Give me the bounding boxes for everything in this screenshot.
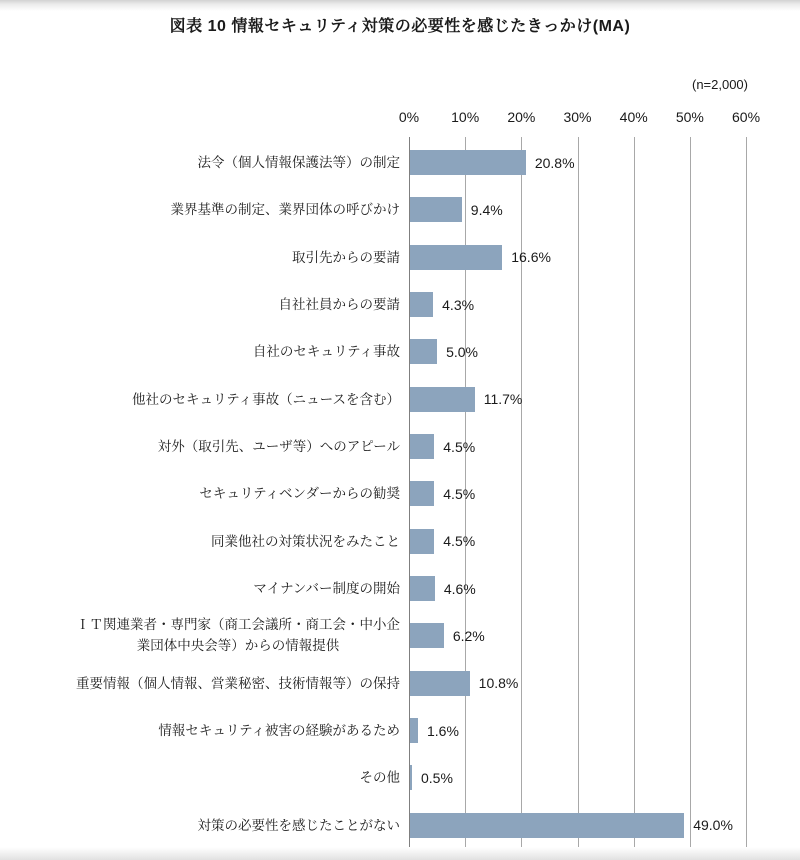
x-axis-tick-label: 20% <box>507 109 536 125</box>
bar-value-label: 4.5% <box>443 438 476 455</box>
bar-row <box>0 518 800 565</box>
bar-row <box>0 754 800 801</box>
category-label: 取引先からの要請 <box>292 249 400 265</box>
category-label: 重要情報（個人情報、営業秘密、技術情報等）の保持 <box>76 675 400 691</box>
category-label <box>0 612 400 659</box>
bar <box>410 339 437 364</box>
bar <box>410 623 444 648</box>
x-axis-tick-label: 40% <box>619 109 648 125</box>
category-label: 自社のセキュリティ事故 <box>252 344 400 360</box>
category-label: その他 <box>359 770 400 786</box>
category-label: 対策の必要性を感じたことがない <box>197 817 400 833</box>
page-top-edge-shading <box>0 0 800 11</box>
bar <box>410 718 418 743</box>
bar-row <box>0 802 800 849</box>
category-label: セキュリティベンダーからの勧奨 <box>199 486 400 502</box>
category-label-line: ＩＴ関連業者・専門家（商工会議所・商工会・中小企 <box>76 617 400 633</box>
bar-value-label: 4.6% <box>443 580 476 597</box>
bar <box>410 481 434 506</box>
bar-row <box>0 612 800 659</box>
bar <box>410 150 526 175</box>
bar-value-label: 0.5% <box>421 769 453 786</box>
bar-row <box>0 281 800 328</box>
x-axis-tick-label: 0% <box>398 109 420 125</box>
bar-value-label: 10.8% <box>478 675 519 692</box>
x-axis-tick-label: 10% <box>451 109 480 125</box>
bar-row <box>0 470 800 517</box>
category-label: 対外（取引先、ユーザ等）へのアピール <box>157 438 400 454</box>
sample-size-label: (n=2,000) <box>691 77 748 92</box>
category-label: 自社社員からの要請 <box>278 296 400 312</box>
bar-row <box>0 376 800 423</box>
bar-row <box>0 660 800 707</box>
category-label-line: 業団体中央会等）からの情報提供 <box>136 637 340 653</box>
x-axis-tick-label: 50% <box>675 109 704 125</box>
bar <box>410 576 435 601</box>
bar-row <box>0 139 800 186</box>
bar-value-label: 1.6% <box>426 722 459 739</box>
bar <box>410 765 412 790</box>
bar <box>410 245 502 270</box>
bar <box>410 197 462 222</box>
x-axis-tick-label: 30% <box>563 109 592 125</box>
bar-value-label: 9.4% <box>470 201 503 218</box>
bar-value-label: 49.0% <box>693 817 733 834</box>
category-label: 業界基準の制定、業界団体の呼びかけ <box>170 202 400 218</box>
bar <box>410 671 470 696</box>
bar-value-label: 4.5% <box>443 533 476 550</box>
bar <box>410 529 434 554</box>
bar-row <box>0 423 800 470</box>
bar-row <box>0 234 800 281</box>
bar-row <box>0 565 800 612</box>
bar-row <box>0 707 800 754</box>
bar-value-label: 20.8% <box>534 154 575 171</box>
bar-row <box>0 328 800 375</box>
bar <box>410 434 434 459</box>
bar-value-label: 6.2% <box>452 627 485 644</box>
bar-value-label: 16.6% <box>511 249 551 266</box>
x-axis-tick-label: 60% <box>732 109 761 125</box>
bar-row <box>0 186 800 233</box>
chart-title: 図表 10 情報セキュリティ対策の必要性を感じたきっかけ(MA) <box>169 18 631 35</box>
bar <box>410 813 684 838</box>
category-label: 他社のセキュリティ事故（ニュースを含む） <box>132 391 400 407</box>
page-bottom-edge-shading <box>0 847 800 860</box>
category-label: 情報セキュリティ被害の経験があるため <box>158 722 400 738</box>
bar <box>410 387 475 412</box>
bar <box>410 292 433 317</box>
bar-value-label: 4.5% <box>443 485 476 502</box>
category-label: 法令（個人情報保護法等）の制定 <box>197 154 400 170</box>
category-label-text <box>76 615 400 657</box>
bar-value-label: 11.7% <box>483 391 523 408</box>
category-label: マイナンバー制度の開始 <box>253 580 400 596</box>
category-label: 同業他社の対策状況をみたこと <box>211 533 400 549</box>
bar-value-label: 4.3% <box>442 296 475 313</box>
bar-value-label: 5.0% <box>446 343 478 360</box>
